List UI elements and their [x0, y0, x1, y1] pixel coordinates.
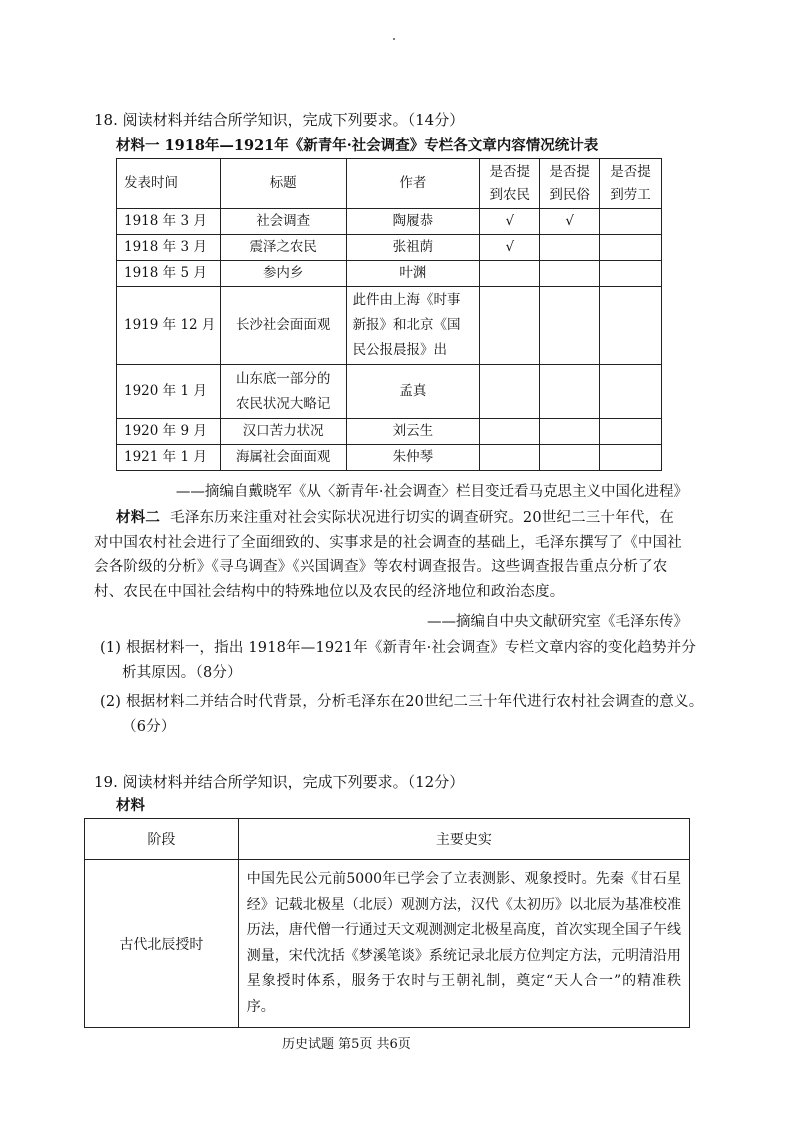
row-stage: 古代北辰授时: [85, 860, 239, 1028]
table-row: [117, 445, 662, 471]
material-2-source: ——摘编自中央文献研究室《毛泽东传》: [427, 614, 688, 630]
table-row: [117, 235, 662, 261]
check-labor: [600, 209, 662, 235]
question-19-title: 19. 阅读材料并结合所学知识，完成下列要求。（12分）: [94, 773, 465, 791]
check-labor: [600, 445, 662, 471]
header-labor: 是否提到劳工: [600, 159, 662, 209]
check-farmer: √: [480, 209, 540, 235]
header-facts: 主要史实: [238, 819, 689, 860]
material-1-title: 材料一 1918年—1921年《新青年·社会调查》专栏各文章内容情况统计表: [116, 137, 599, 154]
check-farmer: √: [480, 235, 540, 261]
row-title: 长沙社会面面观: [220, 287, 346, 365]
table-row: [117, 365, 662, 419]
row-author: 叶渊: [346, 261, 480, 287]
row-date: 1921 年 1 月: [117, 445, 221, 471]
check-labor: [600, 419, 662, 445]
row-title: 汉口苦力状况: [220, 419, 346, 445]
check-farmer: [480, 261, 540, 287]
scan-speck: [393, 38, 395, 40]
row-title: 震泽之农民: [220, 235, 346, 261]
check-labor: [600, 287, 662, 365]
header-folk: 是否提到民俗: [540, 159, 600, 209]
row-author: 张祖荫: [346, 235, 480, 261]
row-date: 1918 年 3 月: [117, 209, 221, 235]
q19-material-label: 材料: [116, 797, 145, 814]
table-row: [117, 287, 662, 365]
survey-stats-table: [116, 158, 662, 471]
check-farmer: [480, 287, 540, 365]
check-farmer: [480, 419, 540, 445]
check-folk: [540, 419, 600, 445]
table-row: [117, 261, 662, 287]
header-title: 标题: [220, 159, 346, 209]
row-title: 社会调查: [220, 209, 346, 235]
question-18-title: 18. 阅读材料并结合所学知识，完成下列要求。（14分）: [94, 111, 465, 129]
check-labor: [600, 261, 662, 287]
check-labor: [600, 235, 662, 261]
row-title: 山东底一部分的农民状况大略记: [220, 365, 346, 419]
row-author: 陶履恭: [346, 209, 480, 235]
sub-question-1: (1) 根据材料一，指出 1918年—1921年《新青年·社会调查》专栏文章内容的变化趋势并分析其原因。（8分）: [100, 640, 697, 681]
header-farmer: 是否提到农民: [480, 159, 540, 209]
history-facts-table: [84, 818, 690, 1028]
row-date: 1920 年 1 月: [117, 365, 221, 419]
row-date: 1918 年 5 月: [117, 261, 221, 287]
row-title: 参内乡: [220, 261, 346, 287]
table-header-row: [85, 819, 690, 860]
row-author: 此件由上海《时事新报》和北京《国民公报晨报》出: [346, 287, 480, 365]
check-folk: √: [540, 209, 600, 235]
table-row: [85, 860, 690, 1028]
material-2-label: 材料二: [116, 509, 161, 526]
check-folk: [540, 235, 600, 261]
row-author: 孟真: [346, 365, 480, 419]
material-2-text: 毛泽东历来注重对社会实际状况进行切实的调查研究。20世纪二三十年代，在对中国农村社会进行了全面细致的、实事求是的社会调查的基础上，毛泽东撰写了《中国社会各阶级的分析》《寻乌调查》《兴国调查》等农村调查报告。这些调查报告重点分析了农村、农民在中国社会结构中的特殊地位以及农民的经济地位和政治态度。: [94, 510, 682, 600]
row-author: 刘云生: [346, 419, 480, 445]
table-row: [117, 209, 662, 235]
material-1-source: ——摘编自戴晓军《从〈新青年·社会调查〉栏目变迁看马克思主义中国化进程》: [175, 484, 688, 500]
row-title: 海属社会面面观: [220, 445, 346, 471]
header-date: 发表时间: [117, 159, 221, 209]
sub-question-2: (2) 根据材料二并结合时代背景，分析毛泽东在20世纪二三十年代进行农村社会调查的意义。（6分）: [100, 694, 704, 735]
check-folk: [540, 445, 600, 471]
row-author: 朱仲琴: [346, 445, 480, 471]
row-date: 1919 年 12 月: [117, 287, 221, 365]
material-2-paragraph: [94, 506, 688, 604]
check-labor: [600, 365, 662, 419]
row-facts: 中国先民公元前5000年已学会了立表测影、观象授时。先秦《甘石星经》记载北极星（北辰）观测方法，汉代《太初历》以北辰为基准校准历法，唐代僧一行通过天文观测测定北极星高度，首次实现全国子午线测量，宋代沈括《梦溪笔谈》系统记录北辰方位判定方法，元明清沿用星象授时体系，服务于农时与王朝礼制，奠定“天人合一”的精准秩序。: [238, 860, 689, 1028]
check-farmer: [480, 365, 540, 419]
check-folk: [540, 261, 600, 287]
header-stage: 阶段: [85, 819, 239, 860]
row-date: 1920 年 9 月: [117, 419, 221, 445]
table-row: [117, 419, 662, 445]
check-farmer: [480, 445, 540, 471]
header-author: 作者: [346, 159, 480, 209]
check-folk: [540, 287, 600, 365]
check-folk: [540, 365, 600, 419]
table-header-row: [117, 159, 662, 209]
page-footer: 历史试题 第5页 共6页: [282, 1037, 411, 1052]
row-date: 1918 年 3 月: [117, 235, 221, 261]
